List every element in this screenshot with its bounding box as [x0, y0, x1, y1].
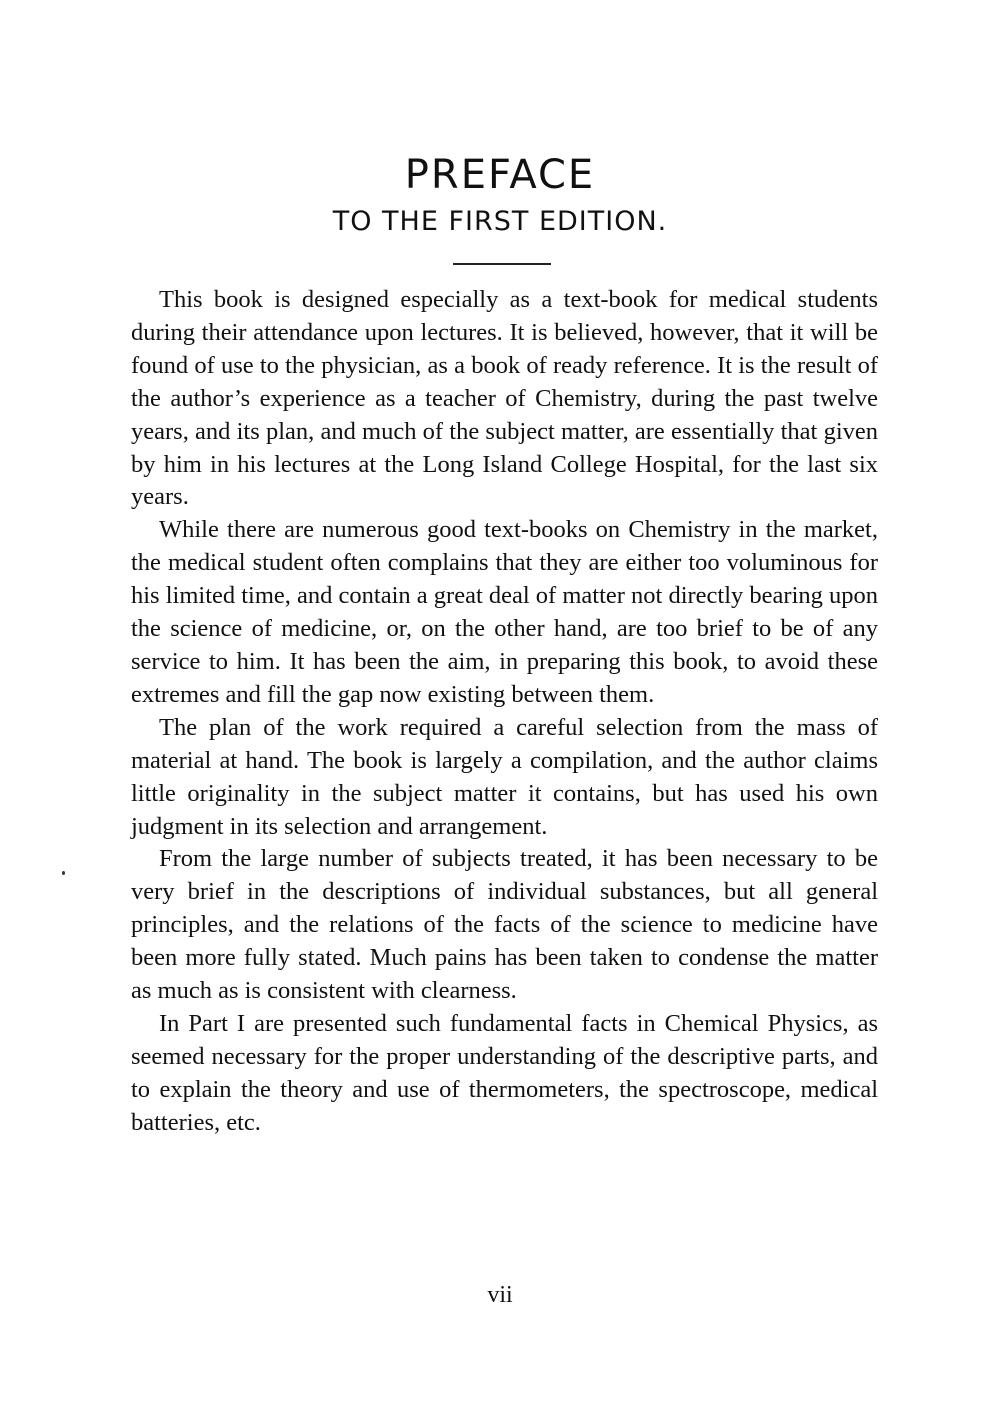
paragraph-3: The plan of the work required a careful selection from the mass of material at hand. The book is largely a compilation, and the author claims little originality in the subject matter it contains, but has used his own judgment in its selection and arrangement. — [131, 713, 878, 840]
title-divider — [453, 263, 551, 265]
page-title: PREFACE — [404, 152, 596, 198]
paragraph-1: This book is designed especially as a text-book for medical students during their attendance upon lectures. It is believed, however, that it will be found of use to the physician, as a book of ready reference. It is the result of the author’s experience as a teacher of Chemistry, during the past twelve years, and its plan, and much of the subject matter, are essentially that given by him in his lectures at the Long Island College Hospital, for the last six years. — [131, 286, 878, 511]
paragraph-4: From the large number of subjects treated, it has been necessary to be very brief in the descriptions of individual substances, but all general principles, and the relations of the facts of the science to medicine have been more fully stated. Much pains has been taken to condense the matter as much as is consistent with clearness. — [131, 845, 878, 1005]
preface-body — [131, 284, 878, 1140]
page-subtitle: TO THE FIRST EDITION. — [332, 206, 668, 237]
paragraph-5: In Part I are presented such fundamental facts in Chemical Physics, as seemed necessary for the proper understanding of the descriptive parts, and to explain the theory and use of thermometers, the spectroscope, medical batteries, etc. — [131, 1009, 878, 1136]
ink-speck — [62, 871, 65, 875]
page-number: vii — [487, 1282, 513, 1308]
paragraph-2: While there are numerous good text-books on Chemistry in the market, the medical student often complains that they are either too voluminous for his limited time, and contain a great deal of matter not directly bearing upon the science of medicine, or, on the other hand, are too brief to be of any service to him. It has been the aim, in preparing this book, to avoid these extremes and fill the gap now existing between them. — [131, 516, 879, 708]
